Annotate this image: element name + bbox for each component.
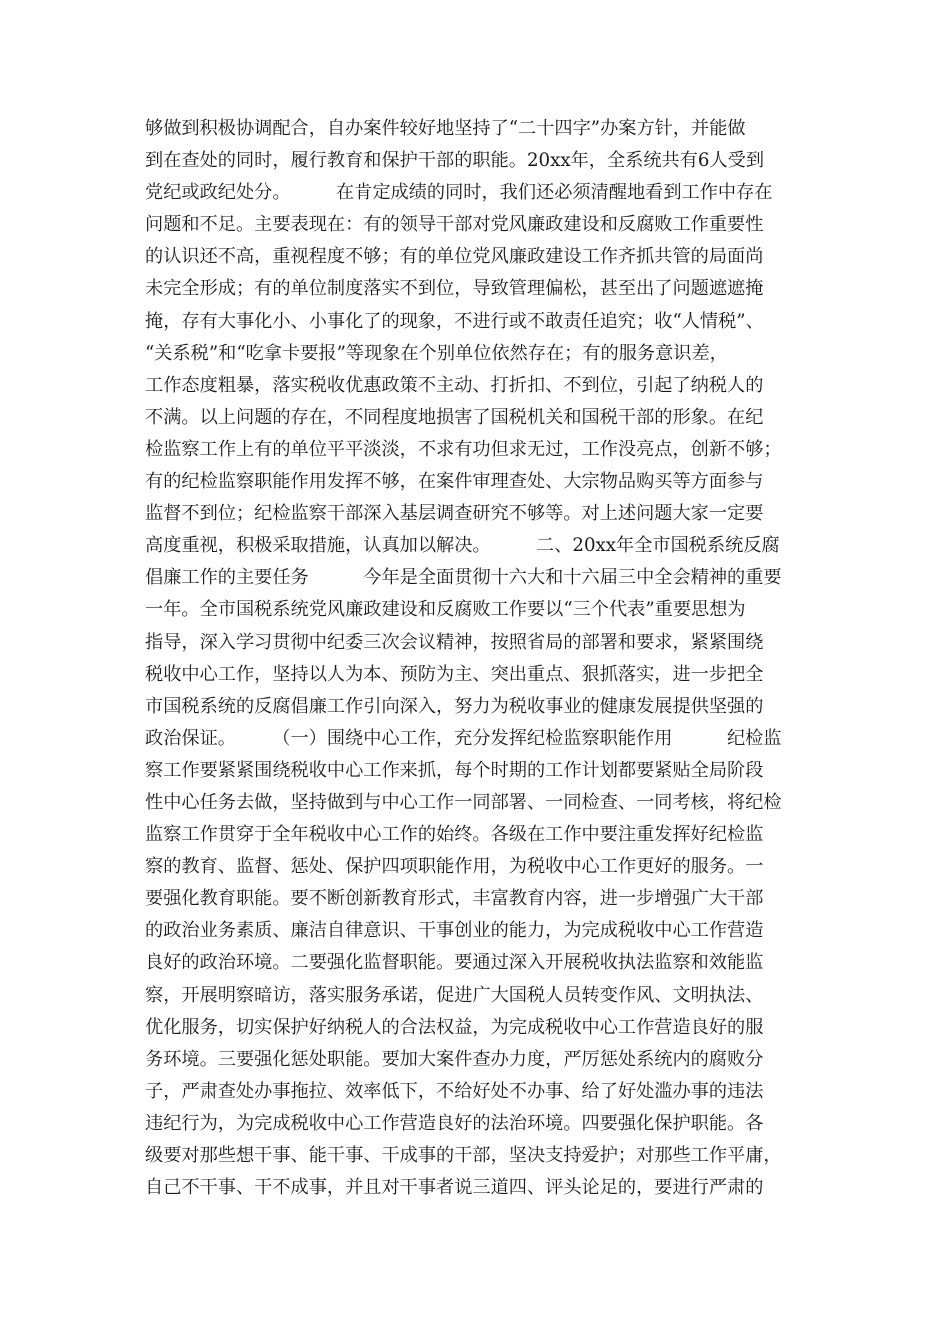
text-line: 指导，深入学习贯彻中纪委三次会议精神，按照省局的部署和要求，紧紧围绕 xyxy=(145,631,764,653)
text-line: 违纪行为，为完成税收中心工作营造良好的法治环境。四要强化保护职能。各 xyxy=(145,1112,764,1134)
text-line: 监察工作贯穿于全年税收中心工作的始终。各级在工作中要注重发挥好纪检监 xyxy=(145,824,764,846)
text-line: 未完全形成；有的单位制度落实不到位，导致管理偏松，甚至出了问题遮遮掩 xyxy=(145,278,764,300)
text-line: 市国税系统的反腐倡廉工作引向深入，努力为税收事业的健康发展提供坚强的 xyxy=(145,695,764,717)
text-line: 问题和不足。主要表现在：有的领导干部对党风廉政建设和反腐败工作重要性 xyxy=(145,214,764,236)
text-line: 检监察工作上有的单位平平淡淡，不求有功但求无过，工作没亮点，创新不够； xyxy=(145,438,782,460)
text-line: 的认识还不高，重视程度不够；有的单位党风廉政建设工作齐抓共管的局面尚 xyxy=(145,246,764,268)
document-body-text xyxy=(145,113,805,1204)
text-line: 监督不到位；纪检监察干部深入基层调查研究不够等。对上述问题大家一定要 xyxy=(145,503,764,525)
text-line: 子，严肃查处办事拖拉、效率低下，不给好处不办事、给了好处滥办事的违法 xyxy=(145,1080,764,1102)
text-line: 要强化教育职能。要不断创新教育形式，丰富教育内容，进一步增强广大干部 xyxy=(145,888,764,910)
text-line: 够做到积极协调配合，自办案件较好地坚持了“二十四字”办案方针，并能做 xyxy=(145,118,746,139)
text-line: 优化服务，切实保护好纳税人的合法权益，为完成税收中心工作营造良好的服 xyxy=(145,1016,764,1038)
text-line: 党纪或政纪处分。 在肯定成绩的同时，我们还必须清醒地看到工作中存在 xyxy=(145,182,773,204)
text-line: 有的纪检监察职能作用发挥不够，在案件审理查处、大宗物品购买等方面参与 xyxy=(145,471,764,493)
text-line: 不满。以上问题的存在，不同程度地损害了国税机关和国税干部的形象。在纪 xyxy=(145,406,764,428)
text-line: 级要对那些想干事、能干事、干成事的干部，坚决支持爱护；对那些工作平庸， xyxy=(145,1145,782,1166)
text-line: 政治保证。 （一）围绕中心工作，充分发挥纪检监察职能作用 纪检监 xyxy=(145,727,782,749)
text-line: 察工作要紧紧围绕税收中心工作来抓，每个时期的工作计划都要紧贴全局阶段 xyxy=(145,759,764,781)
text-line: 务环境。三要强化惩处职能。要加大案件查办力度，严厉惩处系统内的腐败分 xyxy=(145,1048,764,1070)
text-line: 一年。全市国税系统党风廉政建设和反腐败工作要以“三个代表”重要思想为 xyxy=(145,599,746,621)
text-line: 到在查处的同时，履行教育和保护干部的职能。20xx年，全系统共有6人受到 xyxy=(145,150,765,172)
text-line: 察的教育、监督、惩处、保护四项职能作用，为税收中心工作更好的服务。一 xyxy=(145,856,764,878)
text-line: 掩，存有大事化小、小事化了的现象，不进行或不敢责任追究；收“人情税”、 xyxy=(145,310,764,332)
text-line: 性中心任务去做，坚持做到与中心工作一同部署、一同检查、一同考核，将纪检 xyxy=(145,791,782,813)
text-line: 工作态度粗暴，落实税收优惠政策不主动、打折扣、不到位，引起了纳税人的 xyxy=(145,374,764,396)
text-line: “关系税”和“吃拿卡要报”等现象在个别单位依然存在；有的服务意识差， xyxy=(145,342,728,364)
text-line: 自己不干事、干不成事，并且对干事者说三道四、评头论足的，要进行严肃的 xyxy=(145,1177,764,1199)
text-line: 税收中心工作，坚持以人为本、预防为主、突出重点、狠抓落实，进一步把全 xyxy=(145,663,764,685)
text-line: 高度重视，积极采取措施，认真加以解决。 二、20xx年全市国税系统反腐 xyxy=(145,535,780,557)
text-line: 倡廉工作的主要任务 今年是全面贯彻十六大和十六届三中全会精神的重要 xyxy=(145,567,782,589)
text-line: 察，开展明察暗访，落实服务承诺，促进广大国税人员转变作风、文明执法、 xyxy=(145,984,764,1006)
text-line: 的政治业务素质、廉洁自律意识、干事创业的能力，为完成税收中心工作营造 xyxy=(145,920,764,942)
text-line: 良好的政治环境。二要强化监督职能。要通过深入开展税收执法监察和效能监 xyxy=(145,952,764,974)
